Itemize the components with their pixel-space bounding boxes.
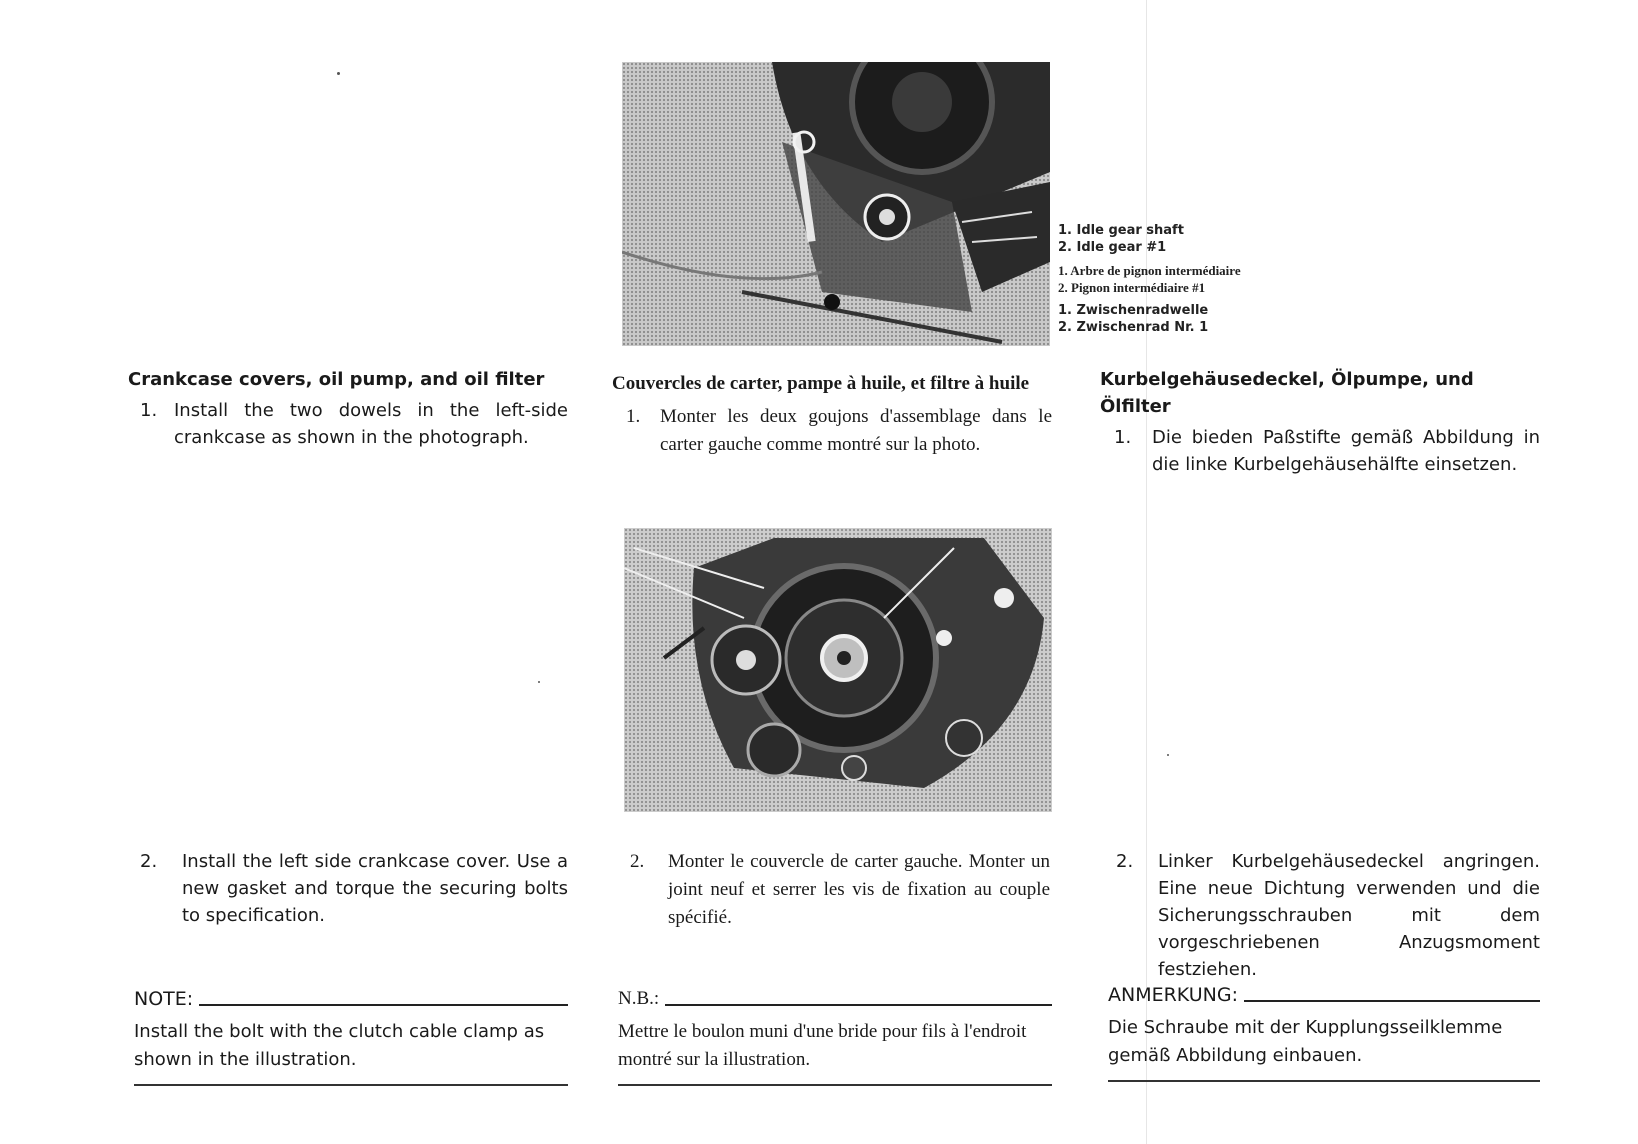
step-2: [1116, 848, 1540, 983]
note-bottom-rule: [1108, 1080, 1540, 1082]
legend-french: [1058, 262, 1348, 296]
step-1: [612, 403, 1052, 459]
legend-german: [1058, 302, 1348, 336]
note-label: N.B.:: [618, 988, 660, 1009]
legend-english: [1058, 222, 1348, 256]
note-bottom-rule: [134, 1084, 568, 1086]
step-text: Monter le couvercle de carter gauche. Monter un joint neuf et serrer les vis de fixation au couple spécifié.: [668, 851, 1050, 928]
print-speck: [538, 681, 540, 683]
note-german: [1108, 982, 1540, 1082]
legend-item: 1. Arbre de pignon intermédiaire: [1058, 263, 1241, 278]
note-rule: [665, 1004, 1052, 1006]
note-text: Die Schraube mit der Kupplungsseilklemme gemäß Abbildung einbauen.: [1108, 1017, 1503, 1066]
column-german: [1100, 366, 1540, 478]
step-number: 1.: [140, 400, 158, 421]
step-text: Install the two dowels in the left-side crankcase as shown in the photograph.: [174, 400, 568, 448]
note-rule: [199, 1004, 568, 1006]
step-text: Die bieden Paßstifte gemäß Abbildung in die linke Kurbelgehäusehälfte einsetzen.: [1152, 427, 1540, 475]
step-1: [128, 397, 568, 451]
note-header: [134, 986, 568, 1012]
note-label: NOTE:: [134, 988, 194, 1010]
section-heading: Kurbelgehäusedeckel, Ölpumpe, und Ölfilter: [1100, 369, 1474, 417]
note-english: [134, 986, 568, 1086]
note-header: [1108, 982, 1540, 1008]
step-2: [630, 848, 1050, 932]
step-text: Linker Kurbelgehäusedeckel angringen. Eine neue Dichtung verwenden und die Sicherungsschrauben mit dem vorgeschriebenen Anzugsmoment festziehen.: [1158, 851, 1540, 980]
step-2: [140, 848, 568, 929]
print-speck: [1167, 754, 1169, 756]
note-header: [618, 986, 1052, 1012]
note-french: [618, 986, 1052, 1086]
section-heading: Crankcase covers, oil pump, and oil filter: [128, 369, 545, 390]
column-english: [128, 366, 568, 451]
legend-item: 2. Idle gear #1: [1058, 240, 1167, 255]
legend-item: 2. Pignon intermédiaire #1: [1058, 280, 1206, 295]
legend-item: 1. Idle gear shaft: [1058, 223, 1184, 238]
photo-legend: [1058, 222, 1348, 342]
legend-item: 1. Zwischenradwelle: [1058, 303, 1209, 318]
legend-item: 2. Zwischenrad Nr. 1: [1058, 320, 1209, 335]
step-number: 1.: [626, 406, 641, 427]
step-text: Monter les deux goujons d'assemblage dans le carter gauche comme montré sur la photo.: [660, 406, 1052, 455]
step-number: 1.: [1114, 427, 1132, 448]
step-text: Install the left side crankcase cover. Use a new gasket and torque the securing bolts to specification.: [182, 851, 568, 926]
step-number: 2.: [630, 851, 645, 872]
note-text: Install the bolt with the clutch cable clamp as shown in the illustration.: [134, 1021, 545, 1070]
step-1: [1100, 424, 1540, 478]
section-heading: Couvercles de carter, pampe à huile, et filtre à huile: [612, 373, 1030, 394]
column-english-step2: [140, 848, 568, 929]
column-french: [612, 370, 1052, 459]
step-number: 2.: [1116, 851, 1134, 872]
note-text: Mettre le boulon muni d'une bride pour fils à l'endroit montré sur la illustration.: [618, 1021, 1027, 1070]
step-number: 2.: [140, 851, 158, 872]
note-label: ANMERKUNG:: [1108, 984, 1239, 1006]
note-rule: [1244, 1000, 1540, 1002]
note-bottom-rule: [618, 1084, 1052, 1086]
column-german-step2: [1116, 848, 1540, 983]
photo-idle-gear: [622, 62, 1050, 346]
print-speck: [337, 72, 340, 75]
column-french-step2: [630, 848, 1050, 932]
photo-crankcase: [624, 528, 1052, 812]
